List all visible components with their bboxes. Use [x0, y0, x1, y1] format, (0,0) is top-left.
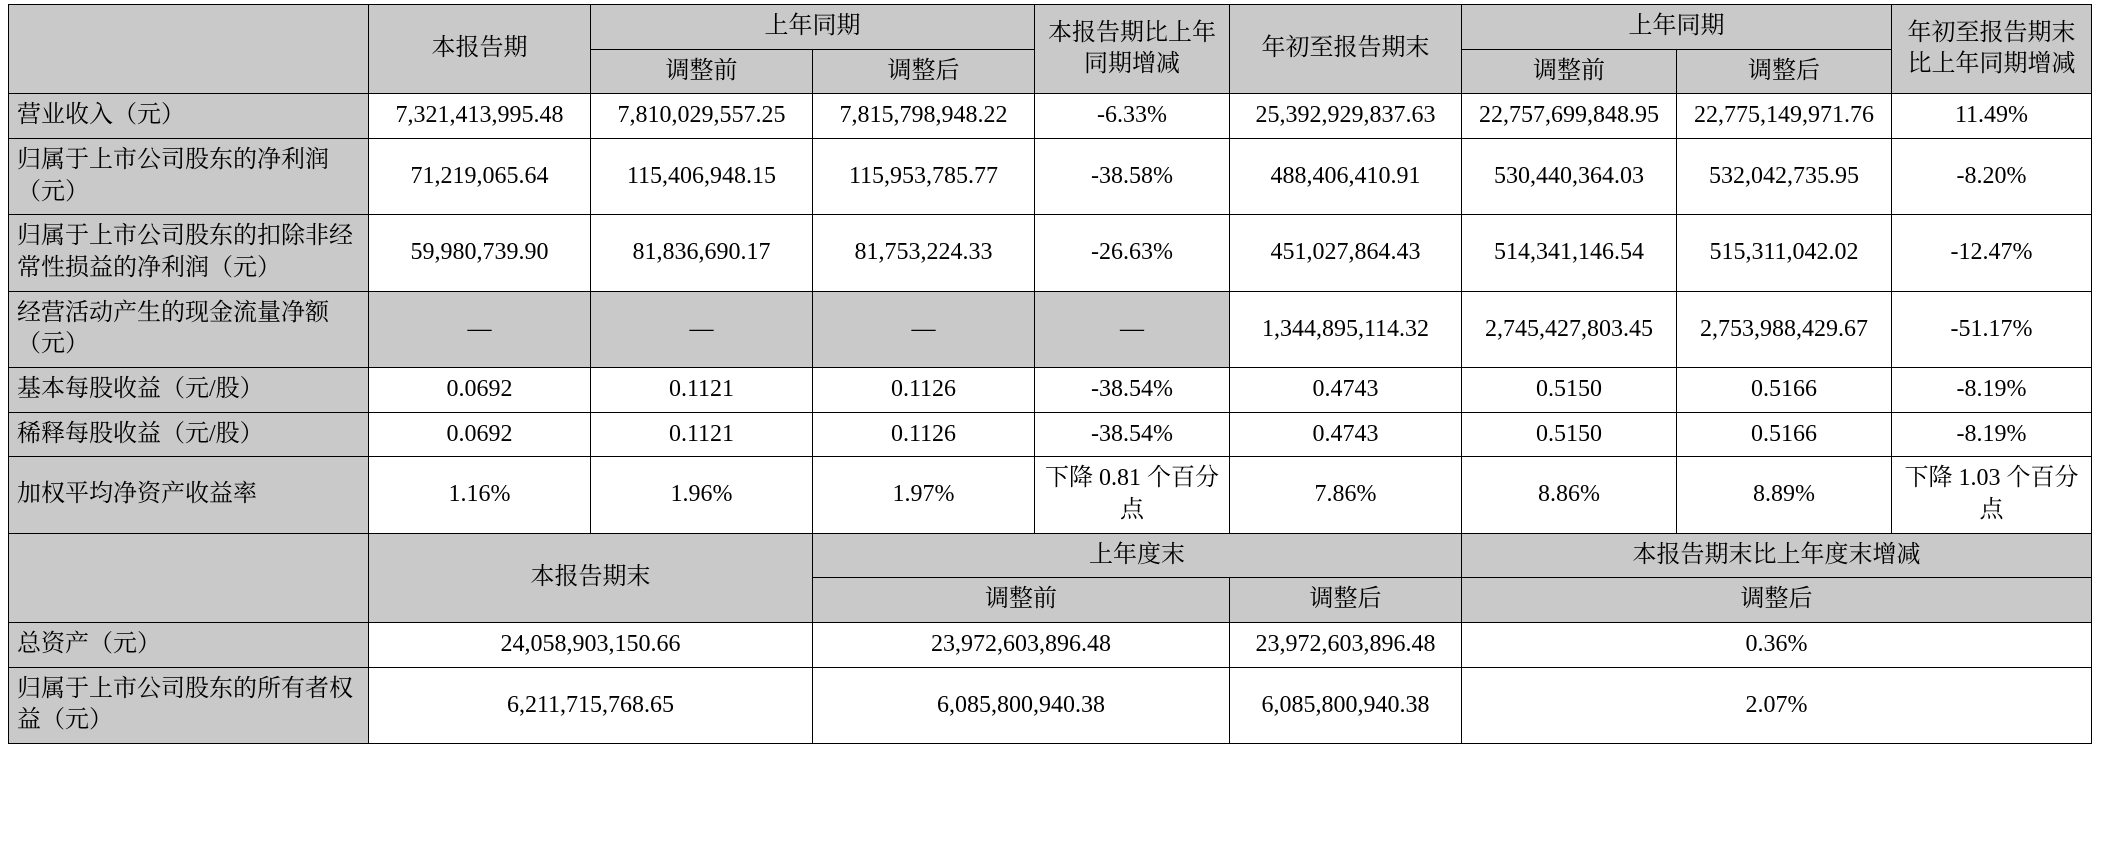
cell-value: 81,836,690.17	[591, 215, 813, 291]
header-before-adjust-2: 调整前	[1462, 49, 1677, 94]
cell-value: 23,972,603,896.48	[813, 623, 1230, 668]
header-ytd-period: 年初至报告期末	[1230, 5, 1462, 94]
table-row	[9, 291, 2092, 367]
cell-value: 514,341,146.54	[1462, 215, 1677, 291]
cell-value: 2,745,427,803.45	[1462, 291, 1677, 367]
cell-value: 2,753,988,429.67	[1677, 291, 1892, 367]
cell-value: 6,085,800,940.38	[1230, 667, 1462, 743]
header-change-vs-prior: 本报告期比上年同期增减	[1035, 5, 1230, 94]
cell-value: 0.1121	[591, 368, 813, 413]
row-label: 基本每股收益（元/股）	[9, 368, 369, 413]
row-label: 总资产（元）	[9, 623, 369, 668]
section2-header-prior-year-end: 上年度末	[813, 533, 1462, 578]
cell-value: -6.33%	[1035, 94, 1230, 139]
cell-value: -51.17%	[1892, 291, 2092, 367]
row-label: 营业收入（元）	[9, 94, 369, 139]
table-row	[9, 215, 2092, 291]
cell-value: 0.4743	[1230, 368, 1462, 413]
table-row	[9, 139, 2092, 215]
cell-value: -8.19%	[1892, 412, 2092, 457]
cell-value: 0.0692	[369, 368, 591, 413]
cell-value: 451,027,864.43	[1230, 215, 1462, 291]
row-label: 经营活动产生的现金流量净额（元）	[9, 291, 369, 367]
section2-header-row-1	[9, 533, 2092, 578]
table-row	[9, 412, 2092, 457]
cell-value: 530,440,364.03	[1462, 139, 1677, 215]
cell-value: 0.4743	[1230, 412, 1462, 457]
header-prior-same-period-2: 上年同期	[1462, 5, 1892, 50]
section2-header-period-end: 本报告期末	[369, 533, 813, 622]
cell-value: 0.1121	[591, 412, 813, 457]
header-after-adjust-2: 调整后	[1677, 49, 1892, 94]
section2-header-after-adjust: 调整后	[1230, 578, 1462, 623]
table-row	[9, 623, 2092, 668]
cell-value: 下降 1.03 个百分点	[1892, 457, 2092, 533]
header-current-period: 本报告期	[369, 5, 591, 94]
cell-value: 22,775,149,971.76	[1677, 94, 1892, 139]
cell-value: 532,042,735.95	[1677, 139, 1892, 215]
cell-value: 下降 0.81 个百分点	[1035, 457, 1230, 533]
row-label: 归属于上市公司股东的所有者权益（元）	[9, 667, 369, 743]
table-row	[9, 667, 2092, 743]
cell-value: 0.0692	[369, 412, 591, 457]
cell-value: 0.1126	[813, 412, 1035, 457]
table-header-row-1	[9, 5, 2092, 50]
section2-header-before-adjust: 调整前	[813, 578, 1230, 623]
cell-value: 24,058,903,150.66	[369, 623, 813, 668]
table-row	[9, 457, 2092, 533]
cell-value: 6,085,800,940.38	[813, 667, 1230, 743]
cell-value: 6,211,715,768.65	[369, 667, 813, 743]
cell-value: 1.96%	[591, 457, 813, 533]
cell-value: 81,753,224.33	[813, 215, 1035, 291]
cell-value: -12.47%	[1892, 215, 2092, 291]
cell-value: 25,392,929,837.63	[1230, 94, 1462, 139]
cell-value: 11.49%	[1892, 94, 2092, 139]
cell-value: 22,757,699,848.95	[1462, 94, 1677, 139]
cell-value: -26.63%	[1035, 215, 1230, 291]
cell-value: 7,815,798,948.22	[813, 94, 1035, 139]
cell-value: 515,311,042.02	[1677, 215, 1892, 291]
cell-value: -38.54%	[1035, 368, 1230, 413]
cell-value: 1.16%	[369, 457, 591, 533]
cell-value: 0.36%	[1462, 623, 2092, 668]
cell-value: 0.1126	[813, 368, 1035, 413]
header-before-adjust-1: 调整前	[591, 49, 813, 94]
row-label: 加权平均净资产收益率	[9, 457, 369, 533]
cell-value: 8.89%	[1677, 457, 1892, 533]
section2-header-after-adjust-change: 调整后	[1462, 578, 2092, 623]
cell-value: —	[591, 291, 813, 367]
cell-value: -8.19%	[1892, 368, 2092, 413]
cell-value: —	[369, 291, 591, 367]
table-row	[9, 368, 2092, 413]
financial-summary-table	[8, 4, 2092, 744]
row-label: 归属于上市公司股东的扣除非经常性损益的净利润（元）	[9, 215, 369, 291]
cell-value: 0.5150	[1462, 412, 1677, 457]
header-after-adjust-1: 调整后	[813, 49, 1035, 94]
cell-value: 2.07%	[1462, 667, 2092, 743]
header-ytd-change-vs-prior: 年初至报告期末比上年同期增减	[1892, 5, 2092, 94]
section2-header-corner-blank	[9, 533, 369, 622]
cell-value: 7,321,413,995.48	[369, 94, 591, 139]
cell-value: 0.5166	[1677, 368, 1892, 413]
cell-value: 115,953,785.77	[813, 139, 1035, 215]
row-label: 稀释每股收益（元/股）	[9, 412, 369, 457]
cell-value: —	[1035, 291, 1230, 367]
cell-value: 0.5150	[1462, 368, 1677, 413]
cell-value: 1.97%	[813, 457, 1035, 533]
cell-value: 59,980,739.90	[369, 215, 591, 291]
cell-value: —	[813, 291, 1035, 367]
cell-value: 23,972,603,896.48	[1230, 623, 1462, 668]
cell-value: -8.20%	[1892, 139, 2092, 215]
row-label: 归属于上市公司股东的净利润（元）	[9, 139, 369, 215]
cell-value: 0.5166	[1677, 412, 1892, 457]
header-prior-same-period: 上年同期	[591, 5, 1035, 50]
cell-value: 7.86%	[1230, 457, 1462, 533]
section2-header-change: 本报告期末比上年度末增减	[1462, 533, 2092, 578]
cell-value: 7,810,029,557.25	[591, 94, 813, 139]
cell-value: 1,344,895,114.32	[1230, 291, 1462, 367]
cell-value: 115,406,948.15	[591, 139, 813, 215]
table-row	[9, 94, 2092, 139]
header-corner-blank	[9, 5, 369, 94]
cell-value: 488,406,410.91	[1230, 139, 1462, 215]
cell-value: 8.86%	[1462, 457, 1677, 533]
cell-value: -38.58%	[1035, 139, 1230, 215]
cell-value: 71,219,065.64	[369, 139, 591, 215]
cell-value: -38.54%	[1035, 412, 1230, 457]
